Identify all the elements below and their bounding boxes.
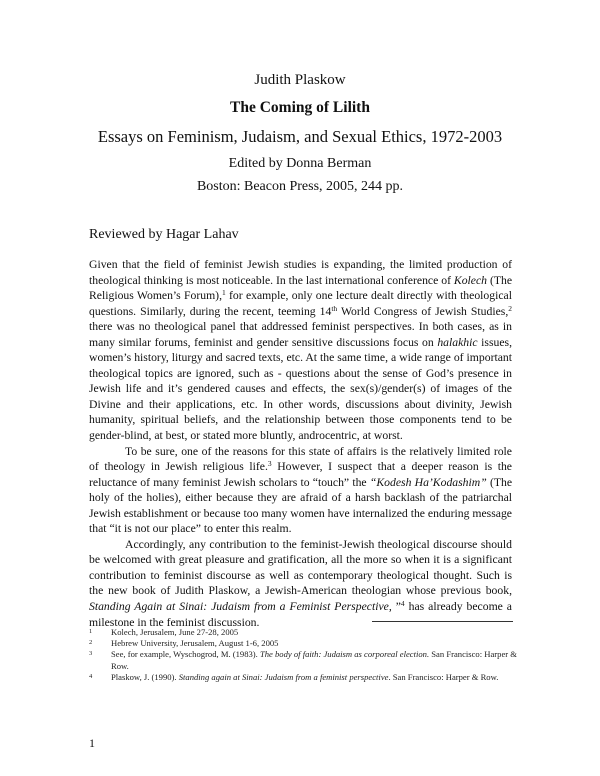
footnote-ref-4[interactable]: 4 [400,599,405,609]
book-subtitle: Essays on Feminism, Judaism, and Sexual Ethics, 1972-2003 [97,127,503,146]
footnote-3: 3 See, for example, Wyschogrod, M. (1983). The body of faith: Judaism as corporeal election. San Francisco: Harper & Row. [89,649,517,671]
footnote-divider [372,621,513,622]
footnotes [89,627,529,683]
page-number: 1 [89,736,95,750]
footnote-2: 2 Hebrew University, Jerusalem, August 1-6, 2005 [89,638,279,649]
footnote-ref-2[interactable]: 2 [508,303,512,313]
footnote-ref-1[interactable]: 1 [222,288,226,298]
reviewer-line: Reviewed by Hagar Lahav [89,227,239,242]
review-body [89,257,512,630]
book-editor: Edited by Donna Berman [228,156,372,171]
footnote-ref-3[interactable]: 3 [267,459,272,469]
footnote-4: 4 Plaskow, J. (1990). Standing again at Sinai: Judaism from a feminist perspective. San Francisco: Harper & Row. [89,671,499,682]
book-author: Judith Plaskow [254,72,346,88]
paragraph-3: Accordingly, any contribution to the feminist-Jewish theological discourse should be welcomed with great pleasure and gratification, all the more so when it is a significant contribution to feminist discourse as well as contemporary theological thought. Such is the new book of Judith Plaskow, a Jewish-American theologian whose previous book, Standing Again at Sinai: Judaism from a Feminist Perspective, ”$^4$ has already become a milestone in the feminist discussion. [89,537,512,629]
paragraph-2: To be sure, one of the reasons for this state of affairs is the relatively limited role of theology in Jewish religious life.$^3$ However, I suspect that a deeper reason is the reluctance of many feminist Jewish scholars to “touch” the “Kodesh Ha’Kodashim” (The holy of the holies), either because they are afraid of a harsh backlash of the patriarchal Jewish establishment or because too many women have internalized the enduring message that “it is not our place” to enter this realm. [89,444,513,536]
footnote-1: 1 Kolech, Jerusalem, June 27-28, 2005 [89,627,239,637]
book-publisher: Boston: Beacon Press, 2005, 244 pp. [196,179,404,194]
paragraph-1: Given that the field of feminist Jewish studies is expanding, the limited production of theological thinking is most noticeable. In the last international conference of Kolech (The Religious Women’s Forum),$^1$ for example, only one lecture dealt directly with theological questions. Similarly, during the recent, teeming 14th World Congress of Jewish Studies,$^2$ there was no theological panel that addressed feminist perspectives. In both cases, as in many similar forums, feminist and gender sensitive discussions focus on halakhic issues, women’s history, liturgy and sacred texts, etc. At the same time, a wide range of important theological topics are ignored, such as - questions about the sense of God’s presence in Jewish life and it’s gendered causes and effects, the sex(s)/gender(s) of images of the Divine and their applications, etc. In other words, discussions about divinity, Jewish humanity, spiritual beliefs, and the relationship between those components tend to be gender-blind, at best, or stated more bluntly, androcentric, at worst. [89,258,513,443]
book-title: The Coming of Lilith [230,99,370,116]
